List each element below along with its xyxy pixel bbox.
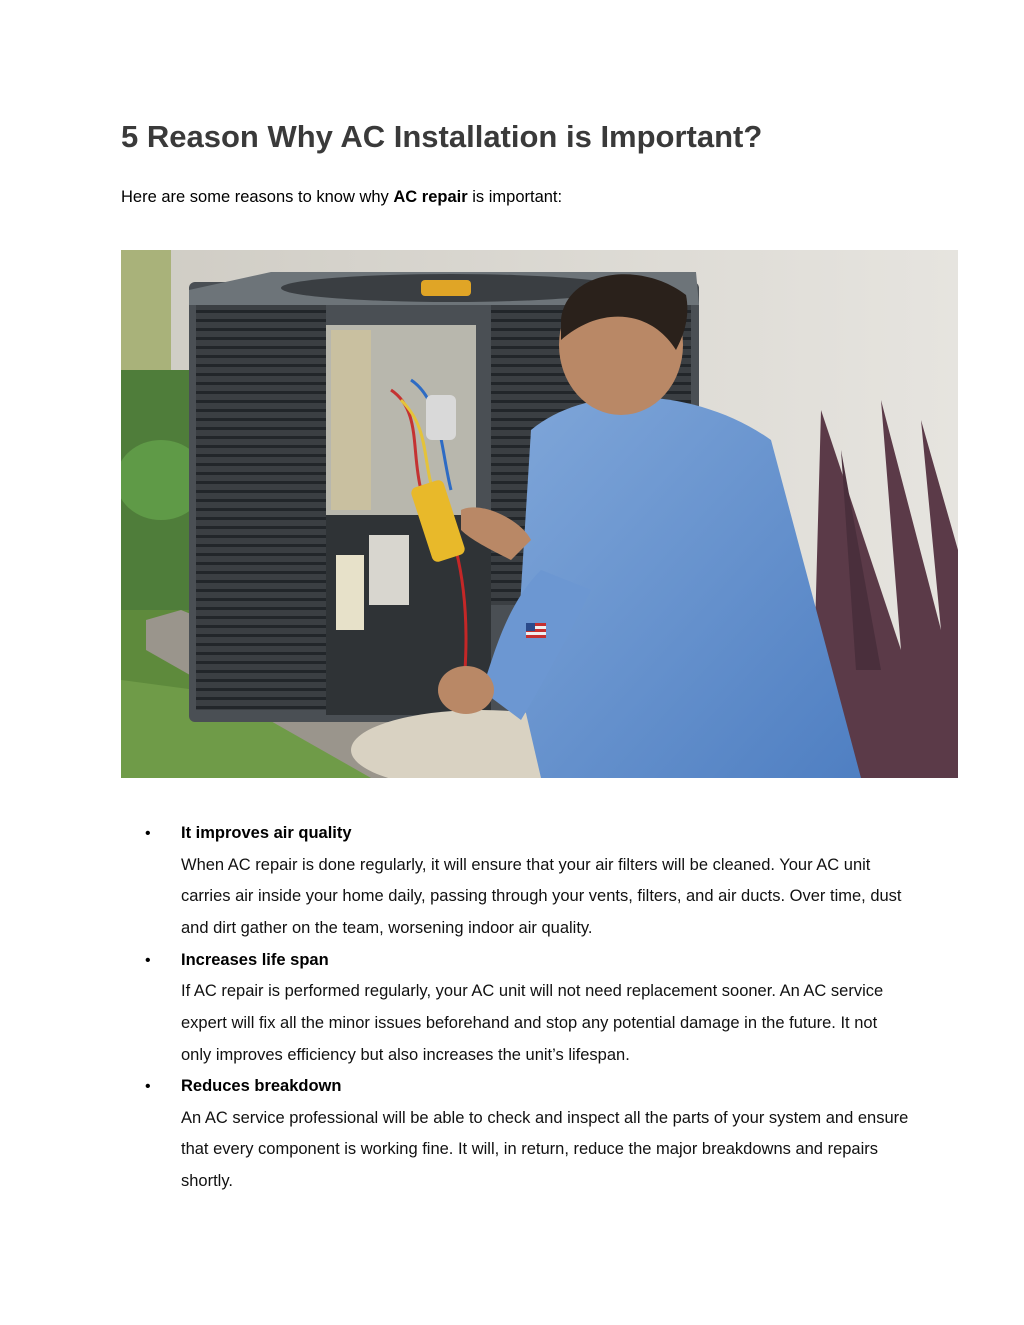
bullet-icon: • <box>145 951 151 969</box>
reason-title: Reduces breakdown <box>181 1077 342 1096</box>
page-title: 5 Reason Why AC Installation is Important? <box>121 119 763 154</box>
bullet-icon: • <box>145 825 151 842</box>
reasons-list <box>121 818 911 1198</box>
reason-title: Increases life span <box>181 950 329 969</box>
reason-body: An AC service professional will be able to check and inspect all the parts of your system and ensure that every component is working fine. It will, in return, reduce the major breakdowns and repairs shortly. <box>181 1108 909 1191</box>
reason-body: If AC repair is performed regularly, your AC unit will not need replacement sooner. An AC service expert will fix all the minor issues beforehand and stop any potential damage in the future. It not only improves efficiency but also increases the unit’s lifespan. <box>181 982 884 1064</box>
intro-text-before: Here are some reasons to know why <box>121 188 394 206</box>
intro-text-after: is important: <box>467 188 563 206</box>
list-item <box>121 818 911 945</box>
technician-photo <box>121 250 958 778</box>
intro-paragraph <box>121 186 562 208</box>
intro-text-bold: AC repair <box>393 188 468 206</box>
bullet-icon: • <box>145 1078 151 1096</box>
reason-title: It improves air quality <box>181 824 352 842</box>
reason-body: When AC repair is done regularly, it will ensure that your air filters will be cleaned. Your AC unit carries air inside your home daily, passing through your vents, filters, and air ducts. Over time, dust and dirt gather on the team, worsening indoor air quality. <box>181 855 902 937</box>
list-item <box>121 945 911 1072</box>
list-item <box>121 1071 911 1198</box>
